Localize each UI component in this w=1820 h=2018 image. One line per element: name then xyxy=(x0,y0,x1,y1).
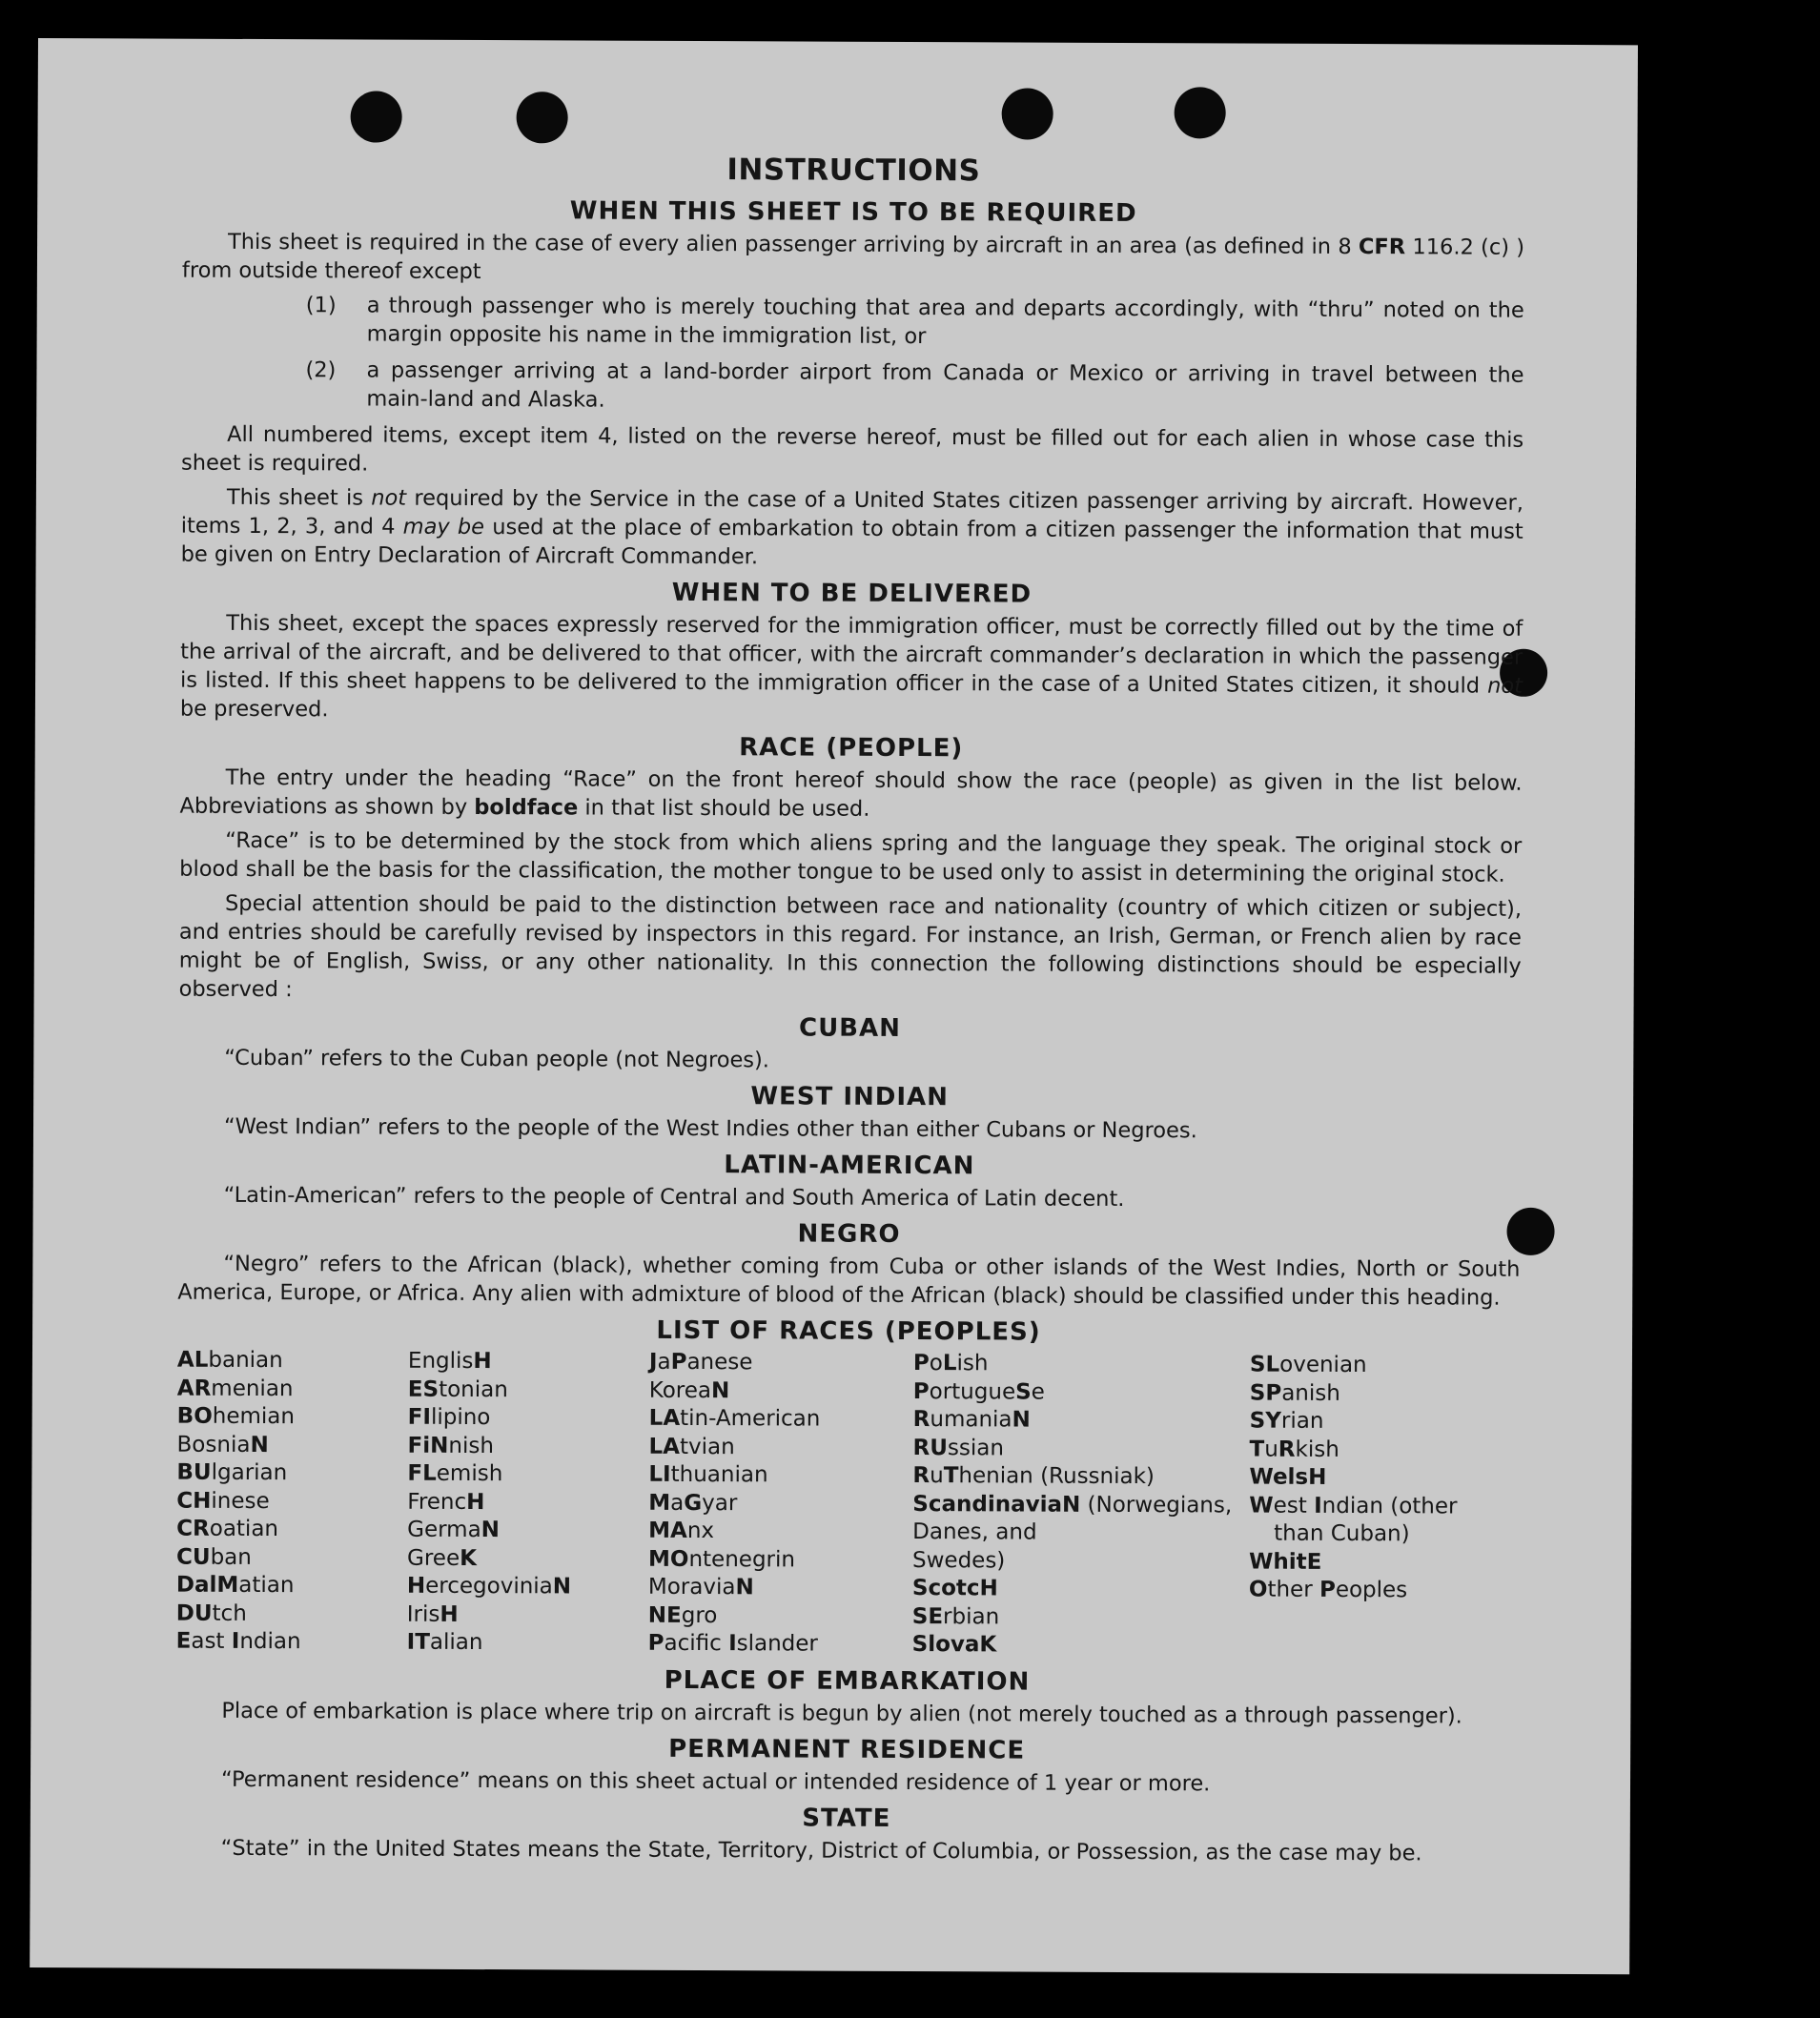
exception-item-2 xyxy=(305,356,1523,418)
paragraph-west-indian: “West Indian” refers to the people of the West Indies other than either Cubans or Negroes. xyxy=(223,1113,1197,1144)
paragraph-numbered-items: All numbered items, except item 4, listed on the reverse hereof, must be filled out for each alien in whose case this sheet is required. xyxy=(181,421,1524,477)
races-list xyxy=(176,1347,1520,1662)
item-text: a passenger arriving at a land-border airport from Canada or Mexico or arriving in travel between the main-land and Alaska. xyxy=(366,357,1524,413)
race-entry: LAtin-American xyxy=(648,1405,821,1432)
paragraph-negro: “Negro” refers to the African (black), whether coming from Cuba or other islands of the West Indies, North or South America, Europe, or Africa. Any alien with admixture of blood of the African (black) should be classified under this heading. xyxy=(177,1251,1521,1311)
paragraph-race-entry: The entry under the heading “Race” on the front hereof should show the race (people) as given in the list below. Abbreviations as shown by boldface in that list should be used. xyxy=(179,764,1523,822)
paragraph-residence: “Permanent residence” means on this sheet actual or intended residence of 1 year or more. xyxy=(220,1766,1211,1796)
race-entry: PortugueSe xyxy=(912,1378,1045,1405)
race-entry: RumaniaN xyxy=(912,1407,1031,1433)
race-entry: SYrian xyxy=(1249,1408,1324,1434)
race-entry: BUlgarian xyxy=(176,1459,288,1486)
paragraph-required-intro: This sheet is required in the case of every alien passenger arriving by aircraft in an area (as defined in 8 CFR 116.2 (c) ) from outside thereof except xyxy=(181,229,1525,285)
race-entry: TuRkish xyxy=(1249,1437,1339,1462)
race-entry: Pacific Islander xyxy=(647,1630,818,1657)
race-entry: DUtch xyxy=(175,1600,247,1626)
heading-list-of-races: LIST OF RACES (PEOPLES) xyxy=(656,1315,1041,1347)
heading-west-indian: WEST INDIAN xyxy=(750,1082,949,1112)
race-entry: WhitE xyxy=(1248,1549,1322,1575)
heading-race: RACE (PEOPLE) xyxy=(739,733,964,764)
races-column-1 xyxy=(176,1347,408,1658)
race-entry: MaGyar xyxy=(648,1490,738,1516)
race-entry: RUssian xyxy=(912,1435,1005,1460)
race-entry: MAnx xyxy=(648,1518,715,1544)
race-entry: East Indian xyxy=(175,1628,301,1655)
heading-permanent-residence: PERMANENT RESIDENCE xyxy=(668,1734,1026,1765)
race-entry: than Cuban) xyxy=(1274,1520,1410,1547)
race-entry: FiNnish xyxy=(407,1433,495,1458)
paragraph-citizen: This sheet is not required by the Service in the case of a United States citizen passenger arriving by aircraft. However, items 1, 2, 3, and 4 may be used at the place of embarkation to obtain from a citizen passenger the information that must be given on Entry Declaration of Aircraft Commander. xyxy=(180,484,1523,570)
race-entry: SlovaK xyxy=(911,1632,997,1658)
race-entry: SLovenian xyxy=(1249,1352,1367,1378)
race-entry: FrencH xyxy=(407,1489,485,1515)
document-sheet xyxy=(30,38,1638,1974)
race-entry: SPanish xyxy=(1249,1380,1340,1406)
race-entry: PoLish xyxy=(912,1351,989,1376)
races-column-3 xyxy=(648,1349,913,1660)
race-entry: West Indian (other xyxy=(1249,1493,1458,1519)
race-entry: BosniaN xyxy=(176,1432,269,1457)
paragraph-cuban: “Cuban” refers to the Cuban people (not Negroes). xyxy=(224,1045,770,1073)
paragraph-state: “State” in the United States means the State, Territory, District of Columbia, or Possession, as the case may be. xyxy=(220,1835,1422,1865)
punch-hole-3 xyxy=(1002,88,1053,139)
page-title: INSTRUCTIONS xyxy=(726,153,981,189)
heading-place-of-embarkation: PLACE OF EMBARKATION xyxy=(664,1665,1031,1697)
race-entry: ITalian xyxy=(406,1629,483,1656)
race-entry: LAtvian xyxy=(648,1434,735,1459)
race-entry: IrisH xyxy=(406,1601,459,1627)
punch-hole-2 xyxy=(517,92,568,143)
race-entry: NEgro xyxy=(647,1602,718,1628)
race-entry: ARmenian xyxy=(176,1376,294,1401)
race-entry: RuThenian (Russniak) xyxy=(912,1463,1155,1490)
punch-hole-1 xyxy=(351,91,402,142)
item-number: (1) xyxy=(305,293,337,318)
heading-state: STATE xyxy=(802,1804,891,1833)
race-entry: DalMatian xyxy=(175,1572,295,1599)
paragraph-race-stock: “Race” is to be determined by the stock from which aliens spring and the language they speak. The original stock or blood shall be the basis for the classification, the mother tongue to be used only to assist in determining the original stock. xyxy=(179,827,1523,887)
races-column-4 xyxy=(912,1350,1250,1661)
race-entry: FIlipino xyxy=(407,1404,491,1431)
race-entry: HercegoviniaN xyxy=(406,1573,572,1600)
races-column-2 xyxy=(407,1348,649,1659)
race-entry: BOhemian xyxy=(176,1403,296,1430)
heading-when-required: WHEN THIS SHEET IS TO BE REQUIRED xyxy=(569,196,1137,229)
race-entry: GermaN xyxy=(407,1517,501,1543)
race-entry: Danes, and xyxy=(912,1519,1037,1545)
heading-cuban: CUBAN xyxy=(798,1013,901,1043)
item-text: a through passenger who is merely touching that area and departs accordingly, with “thru” noted on the margin opposite his name in the immigration list, or xyxy=(366,293,1524,350)
instructions-body xyxy=(175,153,1525,1874)
races-column-5 xyxy=(1249,1352,1517,1662)
item-number: (2) xyxy=(305,357,337,383)
paragraph-race-nationality: Special attention should be paid to the distinction between race and nationality (country of which citizen or subject), and entries should be carefully revised by inspectors in this regard. For instance, an Irish, German, or French alien by race might be of English, Swiss, or any other nationality. In this connection the following distinctions should be especially observed : xyxy=(178,890,1523,1003)
race-entry: CRoatian xyxy=(176,1516,279,1542)
race-entry: Swedes) xyxy=(911,1547,1006,1573)
race-entry: Other Peoples xyxy=(1248,1577,1408,1603)
race-entry: LIthuanian xyxy=(648,1461,768,1488)
heading-when-delivered: WHEN TO BE DELIVERED xyxy=(671,578,1033,609)
race-entry: ScandinaviaN (Norwegians, xyxy=(912,1491,1233,1518)
race-entry: EStonian xyxy=(407,1376,508,1402)
race-entry: KoreaN xyxy=(648,1377,730,1403)
race-entry: WelsH xyxy=(1249,1464,1327,1490)
heading-negro: NEGRO xyxy=(797,1219,901,1249)
race-entry: CHinese xyxy=(176,1488,270,1514)
race-entry: GreeK xyxy=(406,1545,478,1571)
paragraph-latin-american: “Latin-American” refers to the people of Central and South America of Latin decent. xyxy=(223,1182,1125,1212)
race-entry: SErbian xyxy=(911,1603,1000,1629)
race-entry: FLemish xyxy=(407,1460,503,1487)
race-entry: ALbanian xyxy=(176,1347,283,1374)
race-entry: ScotcH xyxy=(911,1576,998,1601)
punch-hole-4 xyxy=(1175,87,1226,138)
race-entry: MoraviaN xyxy=(647,1574,754,1600)
heading-latin-american: LATIN-AMERICAN xyxy=(724,1151,975,1181)
paragraph-delivered: This sheet, except the spaces expressly reserved for the immigration officer, must be correctly filled out by the time of the arrival of the aircraft, and be delivered to that officer, with the aircraft commander’s declaration in which the passenger is listed. If this sheet happens to be delivered to the immigration officer in the case of a United States citizen, it should not be preserved. xyxy=(179,610,1523,723)
race-entry: JaPanese xyxy=(648,1349,753,1376)
paragraph-embarkation: Place of embarkation is place where trip on aircraft is begun by alien (not merely touched as a through passenger). xyxy=(221,1698,1462,1729)
race-entry: MOntenegrin xyxy=(647,1546,796,1572)
exception-item-1 xyxy=(306,291,1524,354)
race-entry: CUban xyxy=(175,1544,252,1570)
race-entry: EnglisH xyxy=(407,1348,492,1375)
